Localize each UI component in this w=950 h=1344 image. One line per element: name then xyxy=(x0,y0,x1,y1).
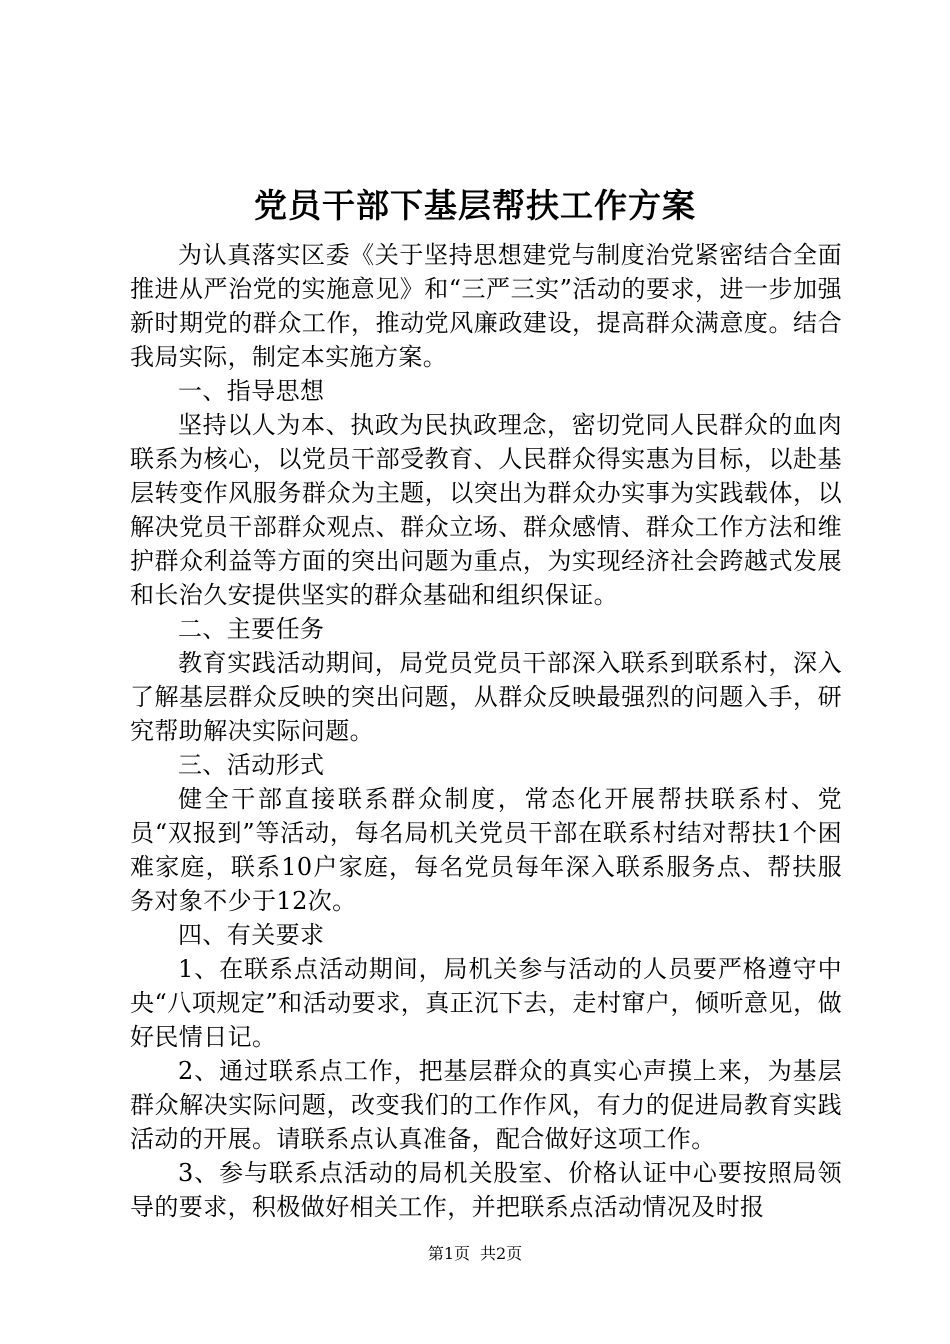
activity-forms-paragraph: 健全干部直接联系群众制度，常态化开展帮扶联系村、党员“双报到”等活动，每名局机关党员干部在联系村结对帮扶1个困难家庭，联系10户家庭，每名党员每年深入联系服务点、帮扶服务对象不少于12次。 xyxy=(130,785,842,915)
page-footer xyxy=(0,1242,950,1266)
requirement-item-3: 3、参与联系点活动的局机关股室、价格认证中心要按照局领导的要求，积极做好相关工作，并把联系点活动情况及时报 xyxy=(130,1159,842,1221)
document-title: 党员干部下基层帮扶工作方案 xyxy=(254,186,696,225)
page-number-current: 第1页 xyxy=(427,1244,470,1263)
intro-paragraph: 为认真落实区委《关于坚持思想建党与制度治党紧密结合全面推进从严治党的实施意见》和“三严三实”活动的要求，进一步加强新时期党的群众工作，推动党风廉政建设，提高群众满意度。结合我局实际，制定本实施方案。 xyxy=(130,241,842,371)
guiding-thought-paragraph: 坚持以人为本、执政为民执政理念，密切党同人民群众的血肉联系为核心，以党员干部受教育、人民群众得实惠为目标，以赴基层转变作风服务群众为主题，以突出为群众办实事为实践载体，以解决党员干部群众观点、群众立场、群众感情、群众工作方法和维护群众利益等方面的突出问题为重点，为实现经济社会跨越式发展和长治久安提供坚实的群众基础和组织保证。 xyxy=(130,411,842,609)
section-heading-requirements: 四、有关要求 xyxy=(178,921,325,949)
requirement-item-2: 2、通过联系点工作，把基层群众的真实心声摸上来，为基层群众解决实际问题，改变我们的工作作风，有力的促进局教育实践活动的开展。请联系点认真准备，配合做好这项工作。 xyxy=(130,1057,842,1153)
section-heading-main-tasks: 二、主要任务 xyxy=(178,615,325,643)
main-tasks-paragraph: 教育实践活动期间，局党员党员干部深入联系到联系村，深入了解基层群众反映的突出问题，从群众反映最强烈的问题入手，研究帮助解决实际问题。 xyxy=(130,649,842,745)
document-body xyxy=(130,238,842,1224)
section-heading-guiding-thought: 一、指导思想 xyxy=(178,377,325,405)
section-heading-activity-forms: 三、活动形式 xyxy=(178,751,325,779)
page-number-total: 共2页 xyxy=(480,1244,523,1263)
requirement-item-1: 1、在联系点活动期间，局机关参与活动的人员要严格遵守中央“八项规定”和活动要求，真正沉下去，走村窜户，倾听意见，做好民情日记。 xyxy=(130,955,842,1051)
